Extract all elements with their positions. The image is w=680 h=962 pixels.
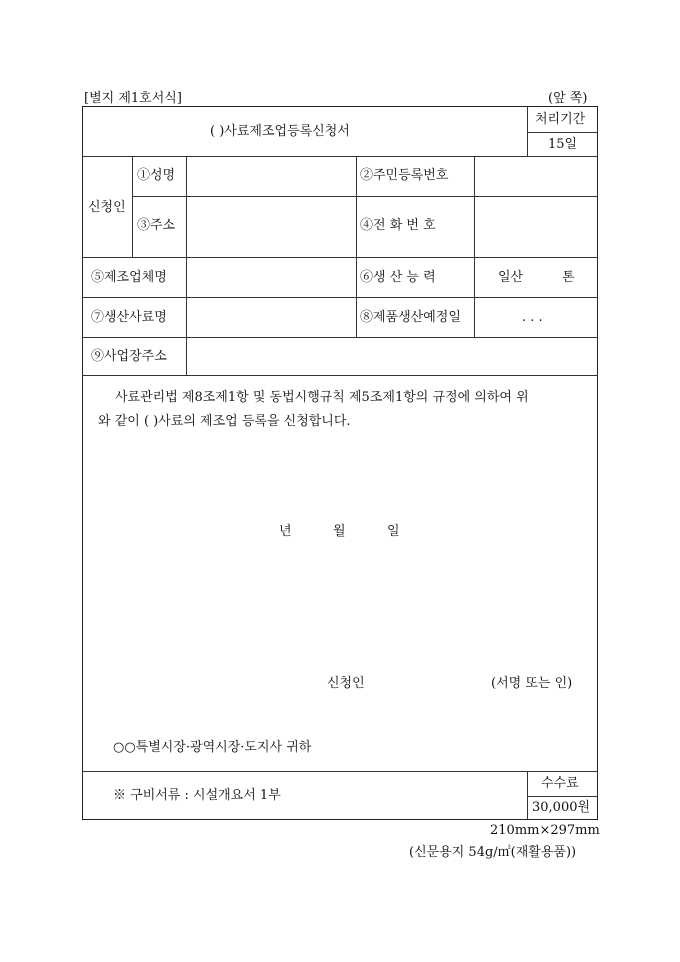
company-name-label: ⑤제조업체명: [91, 270, 167, 285]
date-month-label: 월: [333, 524, 346, 539]
paper-size: 210mm×297mm: [490, 823, 600, 838]
feed-name-label: ⑦생산사료명: [91, 310, 167, 325]
date-year-label: 년: [279, 524, 292, 539]
fee-value: 30,000원: [532, 800, 591, 815]
address-field[interactable]: [188, 198, 354, 255]
required-documents: ※ 구비서류 : 시설개요서 1부: [113, 788, 281, 803]
form-title: ( )사료제조업등록신청서: [210, 124, 350, 139]
fee-label: 수수료: [541, 776, 579, 791]
planned-date-label: ⑧제품생산예정일: [360, 310, 461, 325]
sign-note: (서명 또는 인): [491, 676, 573, 691]
capacity-unit-label: 톤: [562, 270, 575, 285]
page-side-label: (앞 쪽): [548, 91, 588, 106]
addressee: ○○특별시장·광역시장·도지사 귀하: [113, 740, 312, 755]
phone-label: ④전 화 번 호: [360, 218, 436, 233]
form-label: [별지 제1호서식]: [84, 91, 182, 106]
applicant-group-label: 신청인: [88, 200, 126, 215]
statement-line-2: 와 같이 ( )사료의 제조업 등록을 신청합니다.: [98, 414, 351, 429]
rrn-label: ②주민등록번호: [360, 168, 449, 183]
company-name-field[interactable]: [188, 259, 354, 295]
address-label: ③주소: [137, 218, 176, 233]
site-address-label: ⑨사업장주소: [91, 349, 167, 364]
name-field[interactable]: [188, 158, 354, 194]
site-address-field[interactable]: [188, 339, 596, 373]
capacity-daily-label: 일산: [498, 270, 524, 285]
phone-field[interactable]: [476, 198, 596, 255]
rrn-field[interactable]: [476, 158, 596, 194]
processing-period-label: 처리기간: [535, 112, 586, 127]
statement-line-1: 사료관리법 제8조제1항 및 동법시행규칙 제5조제1항의 규정에 의하여 위: [115, 390, 529, 405]
processing-period-value: 15일: [548, 137, 578, 152]
planned-date-value: . . .: [522, 310, 543, 325]
signer-label: 신청인: [327, 676, 365, 691]
processing-divider: [527, 132, 598, 133]
capacity-label: ⑥생 산 능 력: [360, 270, 436, 285]
feed-name-field[interactable]: [188, 299, 354, 335]
name-label: ①성명: [137, 168, 176, 183]
date-day-label: 일: [387, 524, 400, 539]
paper-type: (신문용지 54g/㎡(재활용품)): [409, 845, 577, 860]
